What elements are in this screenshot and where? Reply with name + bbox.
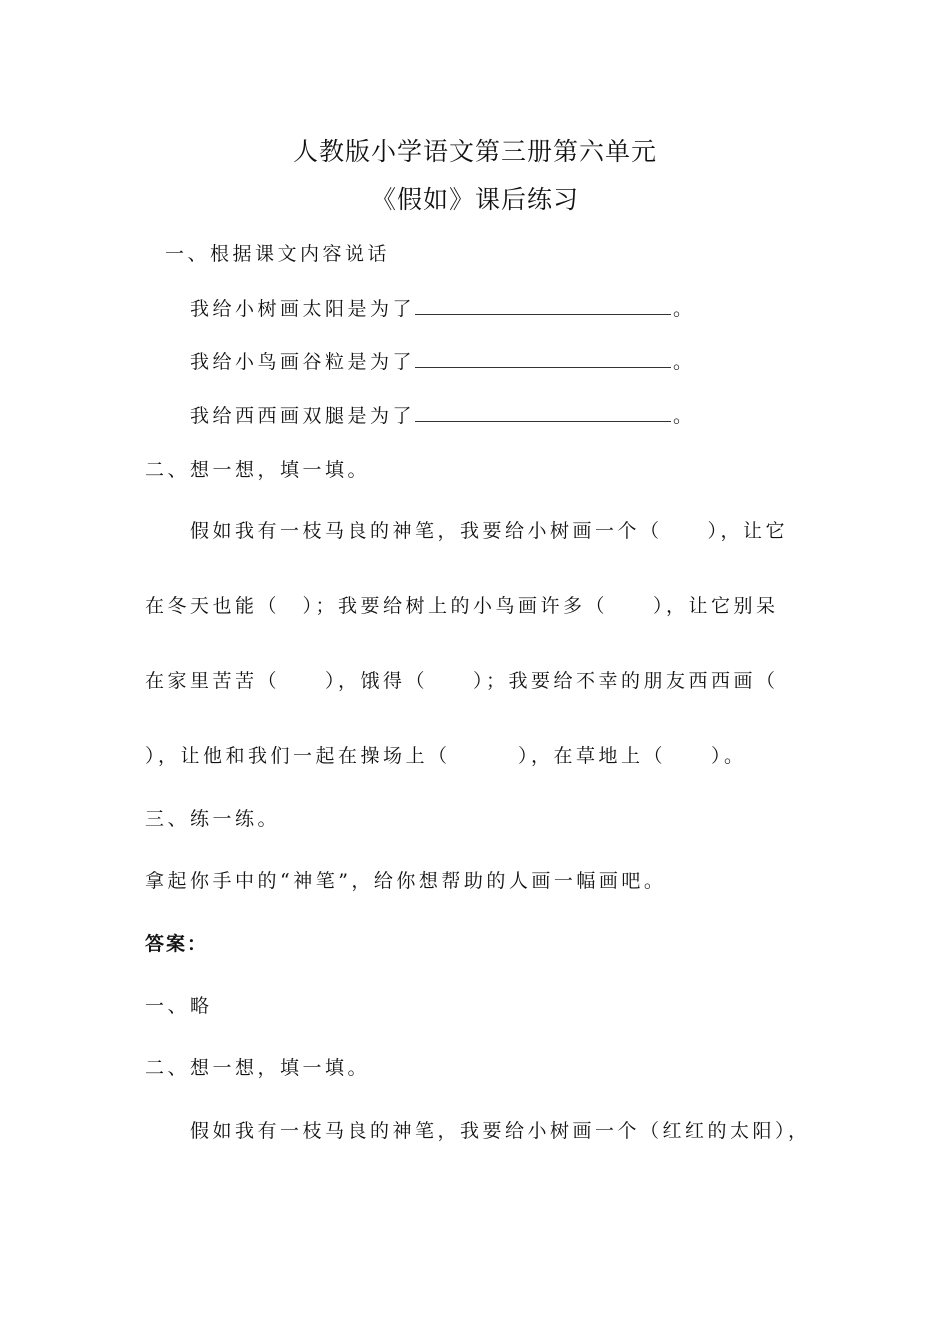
fill-item-2	[190, 349, 696, 375]
fill-item-1-end: 。	[673, 298, 696, 320]
fill-item-3-text: 我给西西画双腿是为了	[190, 405, 416, 427]
section-3-text: 拿起你手中的“神笔”，给你想帮助的人画一幅画吧。	[145, 870, 667, 892]
page-subtitle: 《假如》课后练习	[370, 185, 579, 214]
passage-line-1: 假如我有一枝马良的神笔，我要给小树画一个（ ），让它	[190, 520, 789, 542]
answer-blank-1[interactable]	[415, 297, 671, 315]
answer-2-line-1: 假如我有一枝马良的神笔，我要给小树画一个（红红的太阳），	[190, 1120, 811, 1142]
fill-item-2-text: 我给小鸟画谷粒是为了	[190, 351, 416, 373]
passage-line-4: ），让他和我们一起在操场上（ ），在草地上（ ）。	[145, 745, 747, 767]
page-title: 人教版小学语文第三册第六单元	[292, 137, 657, 166]
answer-blank-3[interactable]	[415, 404, 671, 422]
section-2-heading: 二、想一想，填一填。	[145, 459, 371, 481]
section-3-heading: 三、练一练。	[145, 808, 281, 830]
answer-1: 一、略	[145, 995, 213, 1017]
fill-item-3-end: 。	[673, 405, 696, 427]
answer-blank-2[interactable]	[415, 350, 671, 368]
passage-line-2: 在冬天也能（ ）；我要给树上的小鸟画许多（ ），让它别呆	[145, 595, 779, 617]
fill-item-1-text: 我给小树画太阳是为了	[190, 298, 416, 320]
fill-item-3	[190, 403, 696, 429]
section-1-heading: 一、根据课文内容说话	[165, 243, 391, 265]
answers-heading: 答案：	[145, 933, 209, 955]
fill-item-1	[190, 296, 696, 322]
fill-item-2-end: 。	[673, 351, 696, 373]
answer-2-heading: 二、想一想，填一填。	[145, 1057, 371, 1079]
passage-line-3: 在家里苦苦（ ），饿得（ ）；我要给不幸的朋友西西画（	[145, 670, 779, 692]
